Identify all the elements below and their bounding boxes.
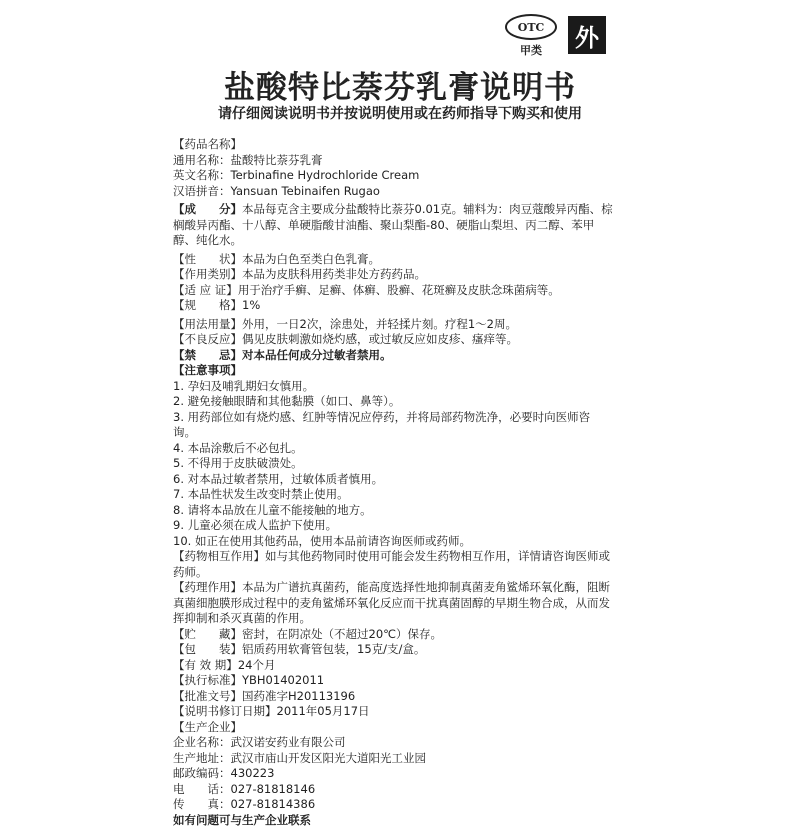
precaution-item: 8. 请将本品放在儿童不能接触的地方。 — [173, 503, 613, 519]
storage-section — [173, 627, 613, 643]
precautions-heading: 【注意事项】 — [173, 363, 613, 379]
manufacturer-postcode: 邮政编码：430223 — [173, 766, 613, 782]
standard-section — [173, 673, 613, 689]
otc-class-label: 甲类 — [505, 42, 557, 58]
storage-text: 密封，在阴凉处（不超过20℃）保存。 — [242, 627, 442, 641]
manufacturer-phone: 电 话：027-81818146 — [173, 782, 613, 798]
otc-badge — [505, 14, 557, 40]
spec-section — [173, 298, 613, 314]
indications-section — [173, 283, 613, 299]
validity-label: 【有 效 期】 — [173, 658, 238, 672]
validity-text: 24个月 — [238, 658, 276, 672]
package-section — [173, 642, 613, 658]
revision-label: 【说明书修订日期】 — [173, 704, 277, 718]
manufacturer-heading: 【生产企业】 — [173, 720, 613, 736]
spec-text: 1% — [242, 298, 260, 312]
category-label: 【作用类别】 — [173, 267, 242, 281]
package-text: 铝质药用软膏管包装，15克/支/盒。 — [242, 642, 425, 656]
adverse-label: 【不良反应】 — [173, 332, 242, 346]
manufacturer-fax: 传 真：027-81814386 — [173, 797, 613, 813]
standard-label: 【执行标准】 — [173, 673, 242, 687]
usage-label: 【用法用量】 — [173, 317, 242, 331]
document-title: 盐酸特比萘芬乳膏说明书 — [0, 62, 800, 107]
composition-section — [173, 202, 613, 249]
precaution-item: 10. 如正在使用其他药品，使用本品前请咨询医师或药师。 — [173, 534, 613, 550]
precaution-item: 7. 本品性状发生改变时禁止使用。 — [173, 487, 613, 503]
contra-text: 对本品任何成分过敏者禁用。 — [242, 348, 392, 362]
generic-name: 通用名称：盐酸特比萘芬乳膏 — [173, 153, 613, 169]
adverse-section — [173, 332, 613, 348]
storage-label: 【贮 藏】 — [173, 627, 242, 641]
interactions-label: 【药物相互作用】 — [173, 549, 265, 563]
category-section — [173, 267, 613, 283]
approval-section — [173, 689, 613, 705]
precaution-item: 3. 用药部位如有烧灼感、红肿等情况应停药，并将局部药物洗净，必要时向医师咨询。 — [173, 410, 613, 441]
package-label: 【包 装】 — [173, 642, 242, 656]
indications-text: 用于治疗手癣、足癣、体癣、股癣、花斑癣及皮肤念珠菌病等。 — [238, 283, 560, 297]
contraindications-section — [173, 348, 613, 364]
pharmacology-label: 【药理作用】 — [173, 580, 242, 594]
pinyin-name: 汉语拼音：Yansuan Tebinaifen Rugao — [173, 184, 613, 200]
pharmacology-text: 本品为广谱抗真菌药，能高度选择性地抑制真菌麦角鲨烯环氧化酶，阻断真菌细胞膜形成过程中的麦角鲨烯环氧化反应而干扰真菌固醇的早期生物合成，从而发挥抑制和杀灭真菌的作用。 — [173, 580, 610, 625]
pharmacology-section — [173, 580, 613, 627]
precaution-item: 6. 对本品过敏者禁用，过敏体质者慎用。 — [173, 472, 613, 488]
interactions-section — [173, 549, 613, 580]
leaflet-body — [173, 137, 613, 828]
standard-text: YBH01402011 — [242, 673, 324, 687]
usage-text: 外用，一日2次，涂患处，并轻揉片刻。疗程1～2周。 — [242, 317, 517, 331]
name-heading: 【药品名称】 — [173, 137, 613, 153]
precaution-item: 9. 儿童必须在成人监护下使用。 — [173, 518, 613, 534]
appearance-section — [173, 252, 613, 268]
document-subtitle: 请仔细阅读说明书并按说明使用或在药师指导下购买和使用 — [0, 103, 800, 123]
external-use-badge: 外 — [568, 16, 606, 54]
appearance-label: 【性 状】 — [173, 252, 242, 266]
precaution-item: 4. 本品涂敷后不必包扎。 — [173, 441, 613, 457]
contact-footer: 如有问题可与生产企业联系 — [173, 813, 613, 828]
precaution-item: 1. 孕妇及哺乳期妇女慎用。 — [173, 379, 613, 395]
contra-label: 【禁 忌】 — [173, 348, 242, 362]
usage-section — [173, 317, 613, 333]
precaution-item: 2. 避免接触眼睛和其他黏膜（如口、鼻等）。 — [173, 394, 613, 410]
revision-text: 2011年05月17日 — [277, 704, 370, 718]
category-text: 本品为皮肤科用药类非处方药药品。 — [242, 267, 426, 281]
revision-section — [173, 704, 613, 720]
spec-label: 【规 格】 — [173, 298, 242, 312]
composition-label: 【成 分】 — [173, 202, 242, 216]
english-name: 英文名称：Terbinafine Hydrochloride Cream — [173, 168, 613, 184]
appearance-text: 本品为白色至类白色乳膏。 — [242, 252, 380, 266]
composition-text: 本品每克含主要成分盐酸特比萘芬0.01克。辅料为：肉豆蔻酸异丙酯、棕榈酸异丙酯、十八醇、单硬脂酸甘油酯、聚山梨酯-80、硬脂山梨坦、丙二醇、苯甲醇、纯化水。 — [173, 202, 613, 247]
interactions-text: 如与其他药物同时使用可能会发生药物相互作用，详情请咨询医师或药师。 — [173, 549, 610, 579]
indications-label: 【适 应 证】 — [173, 283, 238, 297]
approval-label: 【批准文号】 — [173, 689, 242, 703]
validity-section — [173, 658, 613, 674]
otc-label: OTC — [518, 21, 545, 34]
adverse-text: 偶见皮肤刺激如烧灼感，或过敏反应如皮疹、瘙痒等。 — [242, 332, 518, 346]
approval-text: 国药准字H20113196 — [242, 689, 355, 703]
manufacturer-address: 生产地址：武汉市庙山开发区阳光大道阳光工业园 — [173, 751, 613, 767]
precaution-item: 5. 不得用于皮肤破溃处。 — [173, 456, 613, 472]
manufacturer-name: 企业名称：武汉诺安药业有限公司 — [173, 735, 613, 751]
